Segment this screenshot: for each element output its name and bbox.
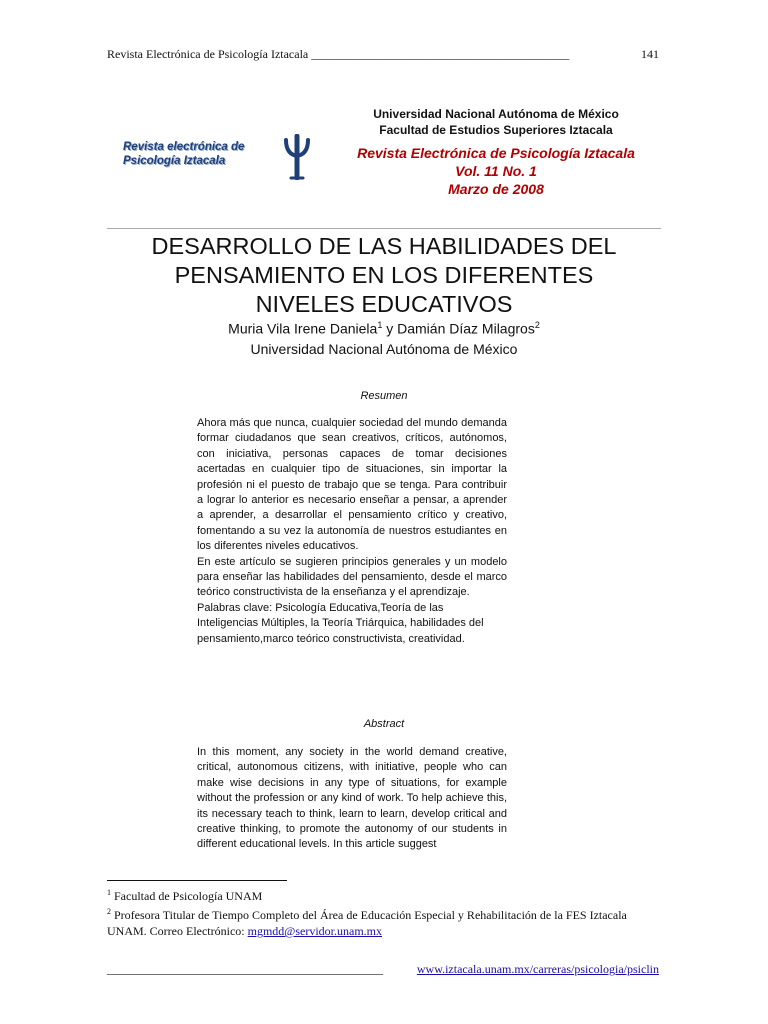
footnotes (107, 885, 667, 939)
keywords-paragraph: Palabras clave: Psicología Educativa,Teoría de las Inteligencias Múltiples, la Teoría Triárquica, habilidades del pensamiento,marco teórico constructivista, creatividad. (197, 601, 484, 645)
author-affiliation: Universidad Nacional Autónoma de México (250, 341, 518, 357)
journal-logo (123, 134, 313, 180)
issue-date: Marzo de 2008 (448, 181, 544, 197)
article-title (107, 232, 661, 319)
email-link[interactable]: mgmdd@servidor.unam.mx (247, 924, 383, 938)
author-name: Damián Díaz Milagros (397, 320, 535, 337)
author-name: Muria Vila Irene Daniela (228, 320, 378, 337)
footnote-marker: 2 (107, 907, 111, 916)
footnote-text: Facultad de Psicología UNAM (111, 889, 263, 903)
abstract-paragraph: In this moment, any society in the world demand creative, critical, autonomous citizens, with initiative, people who can make wise decisions in any type of situations, for example without the profession or any kind of work. To help achieve this, its necessary teach to think, learn to learn, develop critical and creative thinking, to promote the autonomy of our students in different educational levels. In this article suggest (197, 746, 507, 851)
author-join: y (382, 320, 398, 337)
authors-line (107, 320, 661, 337)
resumen-body (197, 416, 507, 647)
footnote-marker[interactable]: 1 (377, 320, 383, 330)
footnote-1 (107, 885, 667, 904)
university-name: Universidad Nacional Autónoma de México (373, 107, 619, 121)
resumen-heading: Resumen (360, 390, 408, 402)
logo-line-1: Revista electrónica de (123, 141, 245, 153)
header-divider (107, 228, 661, 229)
title-line: DESARROLLO DE LAS HABILIDADES DEL (151, 233, 617, 259)
journal-url-link[interactable]: www.iztacala.unam.mx/carreras/psicologia/psiclin (416, 962, 659, 976)
abstract-body (197, 745, 507, 853)
volume-number: Vol. 11 No. 1 (455, 163, 537, 179)
logo-line-2: Psicología Iztacala (123, 155, 226, 167)
footnote-divider (107, 880, 287, 881)
journal-title: Revista Electrónica de Psicología Iztacala (357, 145, 635, 161)
logo-text (123, 140, 244, 168)
footer-rule: ______________________________________________ (107, 962, 383, 976)
title-line: PENSAMIENTO EN LOS DIFERENTES (174, 262, 594, 288)
title-line: NIVELES EDUCATIVOS (255, 291, 513, 317)
footnote-marker[interactable]: 2 (534, 320, 540, 330)
faculty-name: Facultad de Estudios Superiores Iztacala (379, 123, 613, 137)
footnote-2 (107, 904, 667, 939)
footnote-marker: 1 (107, 888, 111, 897)
resumen-paragraph: En este artículo se sugieren principios generales y un modelo para enseñar las habilidades del pensamiento, desde el marco teórico constructivista de la enseñanza y el aprendizaje. (197, 555, 507, 599)
running-head-journal: Revista Electrónica de Psicología Iztacala ___________________________________________ (107, 47, 570, 61)
resumen-paragraph: Ahora más que nunca, cualquier sociedad del mundo demanda formar ciudadanos que sean creativos, críticos, autónomos, con iniciativa, personas capaces de tomar decisiones acertadas en cualquier tipo de situaciones, sin importar la profesión ni el puesto de trabajo que se tenga. Para contribuir a lograr lo anterior es necesario enseñar a pensar, a aprender a aprender, a desarrollar el pensamiento crítico y creativo, fomentando a su vez la autonomía de nuestros estudiantes en los diferentes niveles educativos. (197, 417, 507, 553)
abstract-heading: Abstract (363, 718, 405, 730)
footnote-text: Profesora Titular de Tiempo Completo del Área de Educación Especial y Rehabilitación de la FES Iztacala UNAM. Correo Electrónico: (107, 908, 627, 938)
page-number: 141 (641, 47, 659, 61)
